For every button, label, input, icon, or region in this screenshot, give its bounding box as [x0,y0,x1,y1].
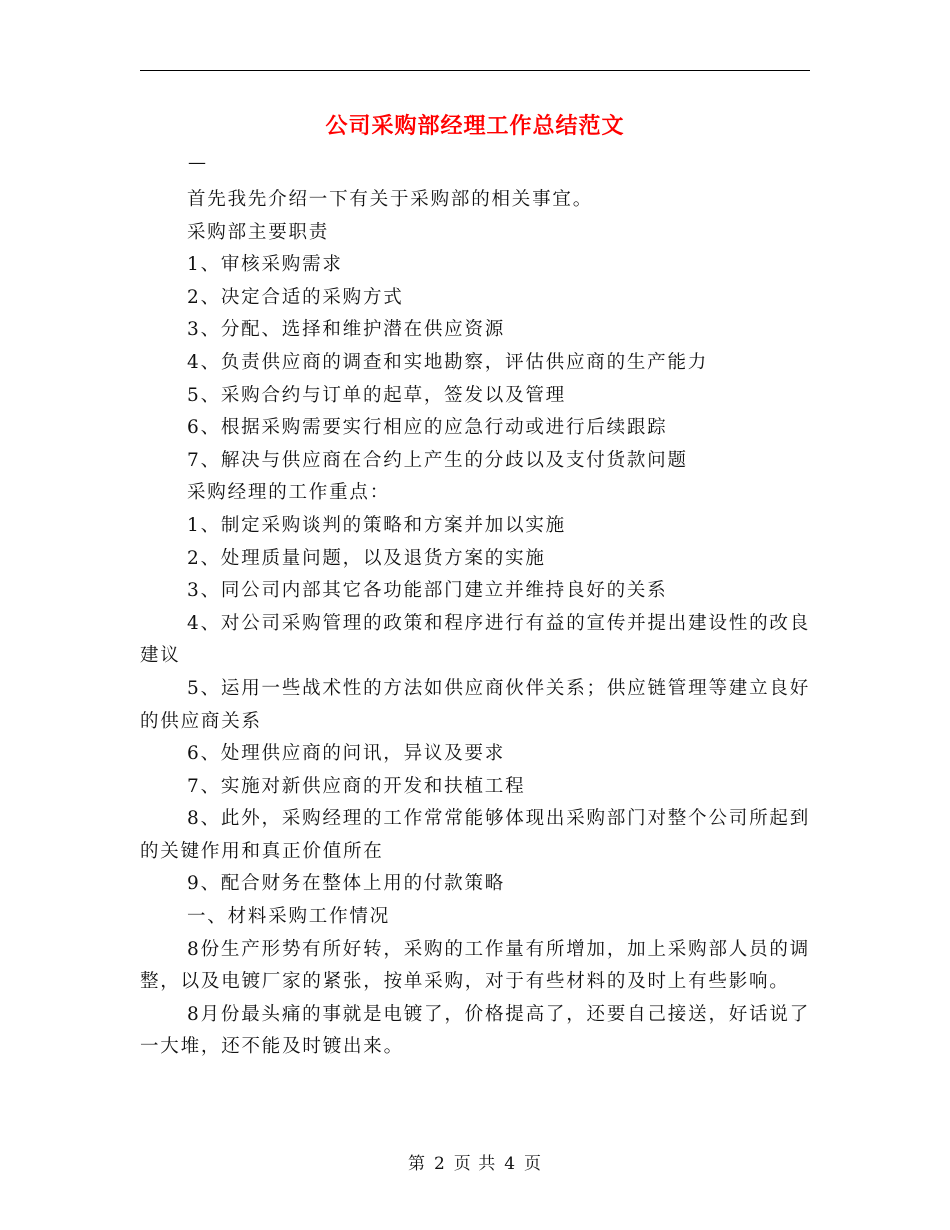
paragraph: 5、采购合约与订单的起草，签发以及管理 [187,384,566,406]
paragraph: 9、配合财务在整体上用的付款策略 [187,873,506,895]
total-page-count: 4 [504,1154,517,1174]
paragraph: 8、此外，采购经理的工作常常能够体现出采购部门对整个公司所起到的关键作用和真正价值所在 [140,808,810,862]
title-dash: — [188,152,206,173]
document-body [140,184,810,1064]
paragraph: 5、运用一些战术性的方法如供应商伙伴关系；供应链管理等建立良好的供应商关系 [140,677,810,732]
paragraph: 1、审核采购需求 [187,254,343,276]
paragraph: 8月份最头痛的事就是电镀了，价格提高了，还要自己接送，好话说了一大堆，还不能及时镀出来。 [140,1003,810,1058]
paragraph: 1、制定采购谈判的策略和方案并加以实施 [187,514,566,536]
footer-prefix: 第 [407,1154,426,1174]
footer-suffix: 页 [524,1154,543,1174]
current-page-number: 2 [433,1154,446,1174]
paragraph: 2、处理质量问题，以及退货方案的实施 [187,547,546,569]
paragraph: 7、实施对新供应商的开发和扶植工程 [187,775,526,797]
header-rule [140,70,810,71]
paragraph: 3、同公司内部其它各功能部门建立并维持良好的关系 [187,580,668,602]
paragraph: 一、材料采购工作情况 [187,906,391,928]
paragraph: 3、分配、选择和维护潜在供应资源 [187,319,506,341]
paragraph: 6、处理供应商的问讯，异议及要求 [187,743,506,765]
document-title: 公司采购部经理工作总结范文 [325,113,625,139]
paragraph: 8份生产形势有所好转，采购的工作量有所增加，加上采购部人员的调整，以及电镀厂家的紧张，按单采购，对于有些材料的及时上有些影响。 [140,938,810,993]
paragraph: 2、决定合适的采购方式 [187,286,404,308]
paragraph: 首先我先介绍一下有关于采购部的相关事宜。 [187,189,594,210]
paragraph: 采购部主要职责 [187,221,330,243]
paragraph: 采购经理的工作重点： [187,482,391,504]
paragraph: 6、根据采购需要实行相应的应急行动或进行后续跟踪 [187,417,668,439]
paragraph: 4、负责供应商的调查和实地勘察，评估供应商的生产能力 [187,351,709,373]
page-footer [0,1152,950,1176]
footer-middle: 页 共 [453,1154,497,1174]
paragraph: 7、解决与供应商在合约上产生的分歧以及支付货款问题 [187,449,688,471]
paragraph: 4、对公司采购管理的政策和程序进行有益的宣传并提出建设性的改良建议 [140,612,810,667]
